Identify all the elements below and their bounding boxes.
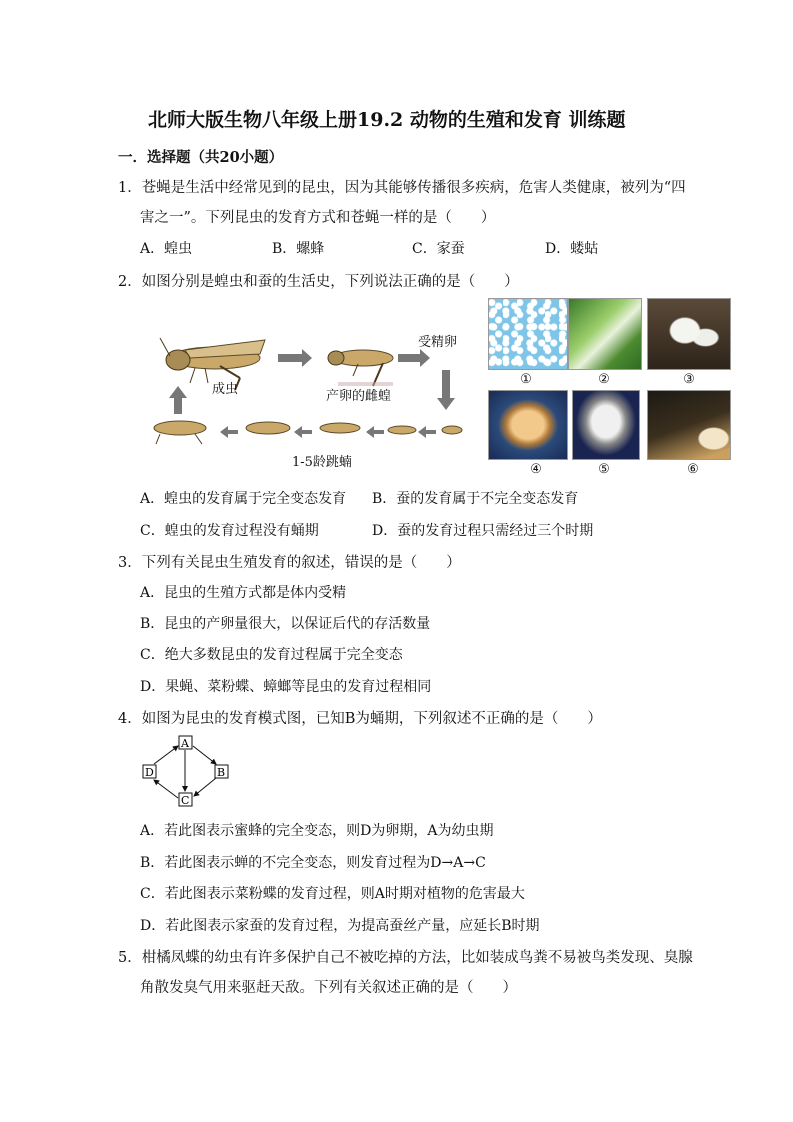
q1-line1: 1．苍蝇是生活中经常见到的昆虫，因为其能够传播很多疾病，危害人类健康，被列为“四: [118, 180, 686, 196]
q1-option-a: A．蝗虫: [140, 241, 193, 257]
q3-option-b: B．昆虫的产卵量很大，以保证后代的存活数量: [140, 616, 431, 632]
node-c: C: [181, 794, 190, 807]
q3-option-c: C．绝大多数昆虫的发育过程属于完全变态: [140, 647, 403, 663]
arrow-left-1-icon: [418, 426, 436, 438]
q2-option-d: D．蚕的发育过程只需经过三个时期: [372, 523, 594, 539]
q1-option-c: C．家蚕: [412, 241, 465, 257]
q5-line1: 5．柑橘凤蝶的幼虫有许多保护自己不被吃掉的方法，比如装成鸟粪不易被鸟类发现、臭腺: [118, 950, 693, 966]
q1-line2: 害之一”。下列昆虫的发育方式和苍蝇一样的是（ ）: [140, 210, 496, 226]
node-d: D: [145, 766, 154, 779]
q3-option-a: A．昆虫的生殖方式都是体内受精: [140, 585, 347, 601]
arrow-down-icon: [437, 370, 455, 410]
caption-3: ③: [683, 372, 695, 387]
q3-option-d: D．果蝇、菜粉蝶、蟑螂等昆虫的发育过程相同: [140, 679, 432, 695]
q4-option-a: A．若此图表示蜜蜂的完全变态，则D为卵期，A为幼虫期: [140, 823, 494, 839]
q1-option-d: D．蝼蛄: [545, 241, 599, 257]
locust-life-cycle-figure: [140, 318, 480, 478]
node-a: A: [181, 737, 189, 750]
q2-option-a: A．蝗虫的发育属于完全变态发育: [140, 491, 347, 507]
caption-1: ①: [520, 372, 532, 387]
section-heading: 一．选择题（共20小题）: [118, 149, 284, 166]
q4-option-c: C．若此图表示菜粉蝶的发育过程，则A时期对植物的危害最大: [140, 886, 525, 902]
q5-line2: 角散发臭气用来驱赶天敌。下列有关叙述正确的是（ ）: [140, 980, 517, 996]
q3-stem: 3．下列有关昆虫生殖发育的叙述，错误的是（ ）: [118, 555, 461, 571]
label-adult: 成虫: [212, 382, 239, 397]
caption-5: ⑤: [598, 462, 610, 477]
nymph-row: [154, 421, 462, 444]
label-egg: 受精卵: [418, 335, 458, 350]
q2-option-b: B．蚕的发育属于不完全变态发育: [372, 491, 579, 507]
photo-moth-eggs: [647, 390, 731, 460]
photo-pupa: [488, 390, 568, 460]
arrow-up-icon: [169, 386, 187, 414]
node-b: B: [217, 766, 226, 779]
development-cycle-diagram: [138, 730, 238, 810]
caption-2: ②: [598, 372, 610, 387]
photo-silkworm-eggs: [488, 298, 568, 370]
label-female: 产卵的雌蝗: [326, 389, 392, 404]
female-locust-icon: [328, 350, 393, 386]
arrow-left-4-icon: [220, 426, 238, 438]
photo-cocoons: [647, 298, 731, 370]
q2-option-c: C．蝗虫的发育过程没有蛹期: [140, 523, 319, 539]
arrow-right-icon: [278, 349, 312, 367]
arrow-left-2-icon: [366, 426, 384, 438]
q4-option-b: B．若此图表示蝉的不完全变态，则发育过程为D→A→C: [140, 855, 486, 871]
arrow-left-3-icon: [294, 426, 312, 438]
photo-silkworm-larvae: [568, 298, 642, 370]
q4-option-d: D．若此图表示家蚕的发育过程，为提高蚕丝产量，应延长B时期: [140, 918, 540, 934]
q1-option-b: B．螺蜂: [272, 241, 325, 257]
caption-6: ⑥: [687, 462, 699, 477]
photo-moth: [572, 390, 640, 460]
q4-stem: 4．如图为昆虫的发育模式图，已知B为蛹期，下列叙述不正确的是（ ）: [118, 711, 602, 727]
page-title: 北师大版生物八年级上册19.2 动物的生殖和发育 训练题: [148, 109, 626, 131]
caption-4: ④: [530, 462, 542, 477]
arrow-right-2-icon: [398, 349, 430, 367]
label-nymph: 1-5龄跳蝻: [292, 455, 352, 470]
q2-stem: 2．如图分别是蝗虫和蚕的生活史，下列说法正确的是（ ）: [118, 274, 519, 290]
